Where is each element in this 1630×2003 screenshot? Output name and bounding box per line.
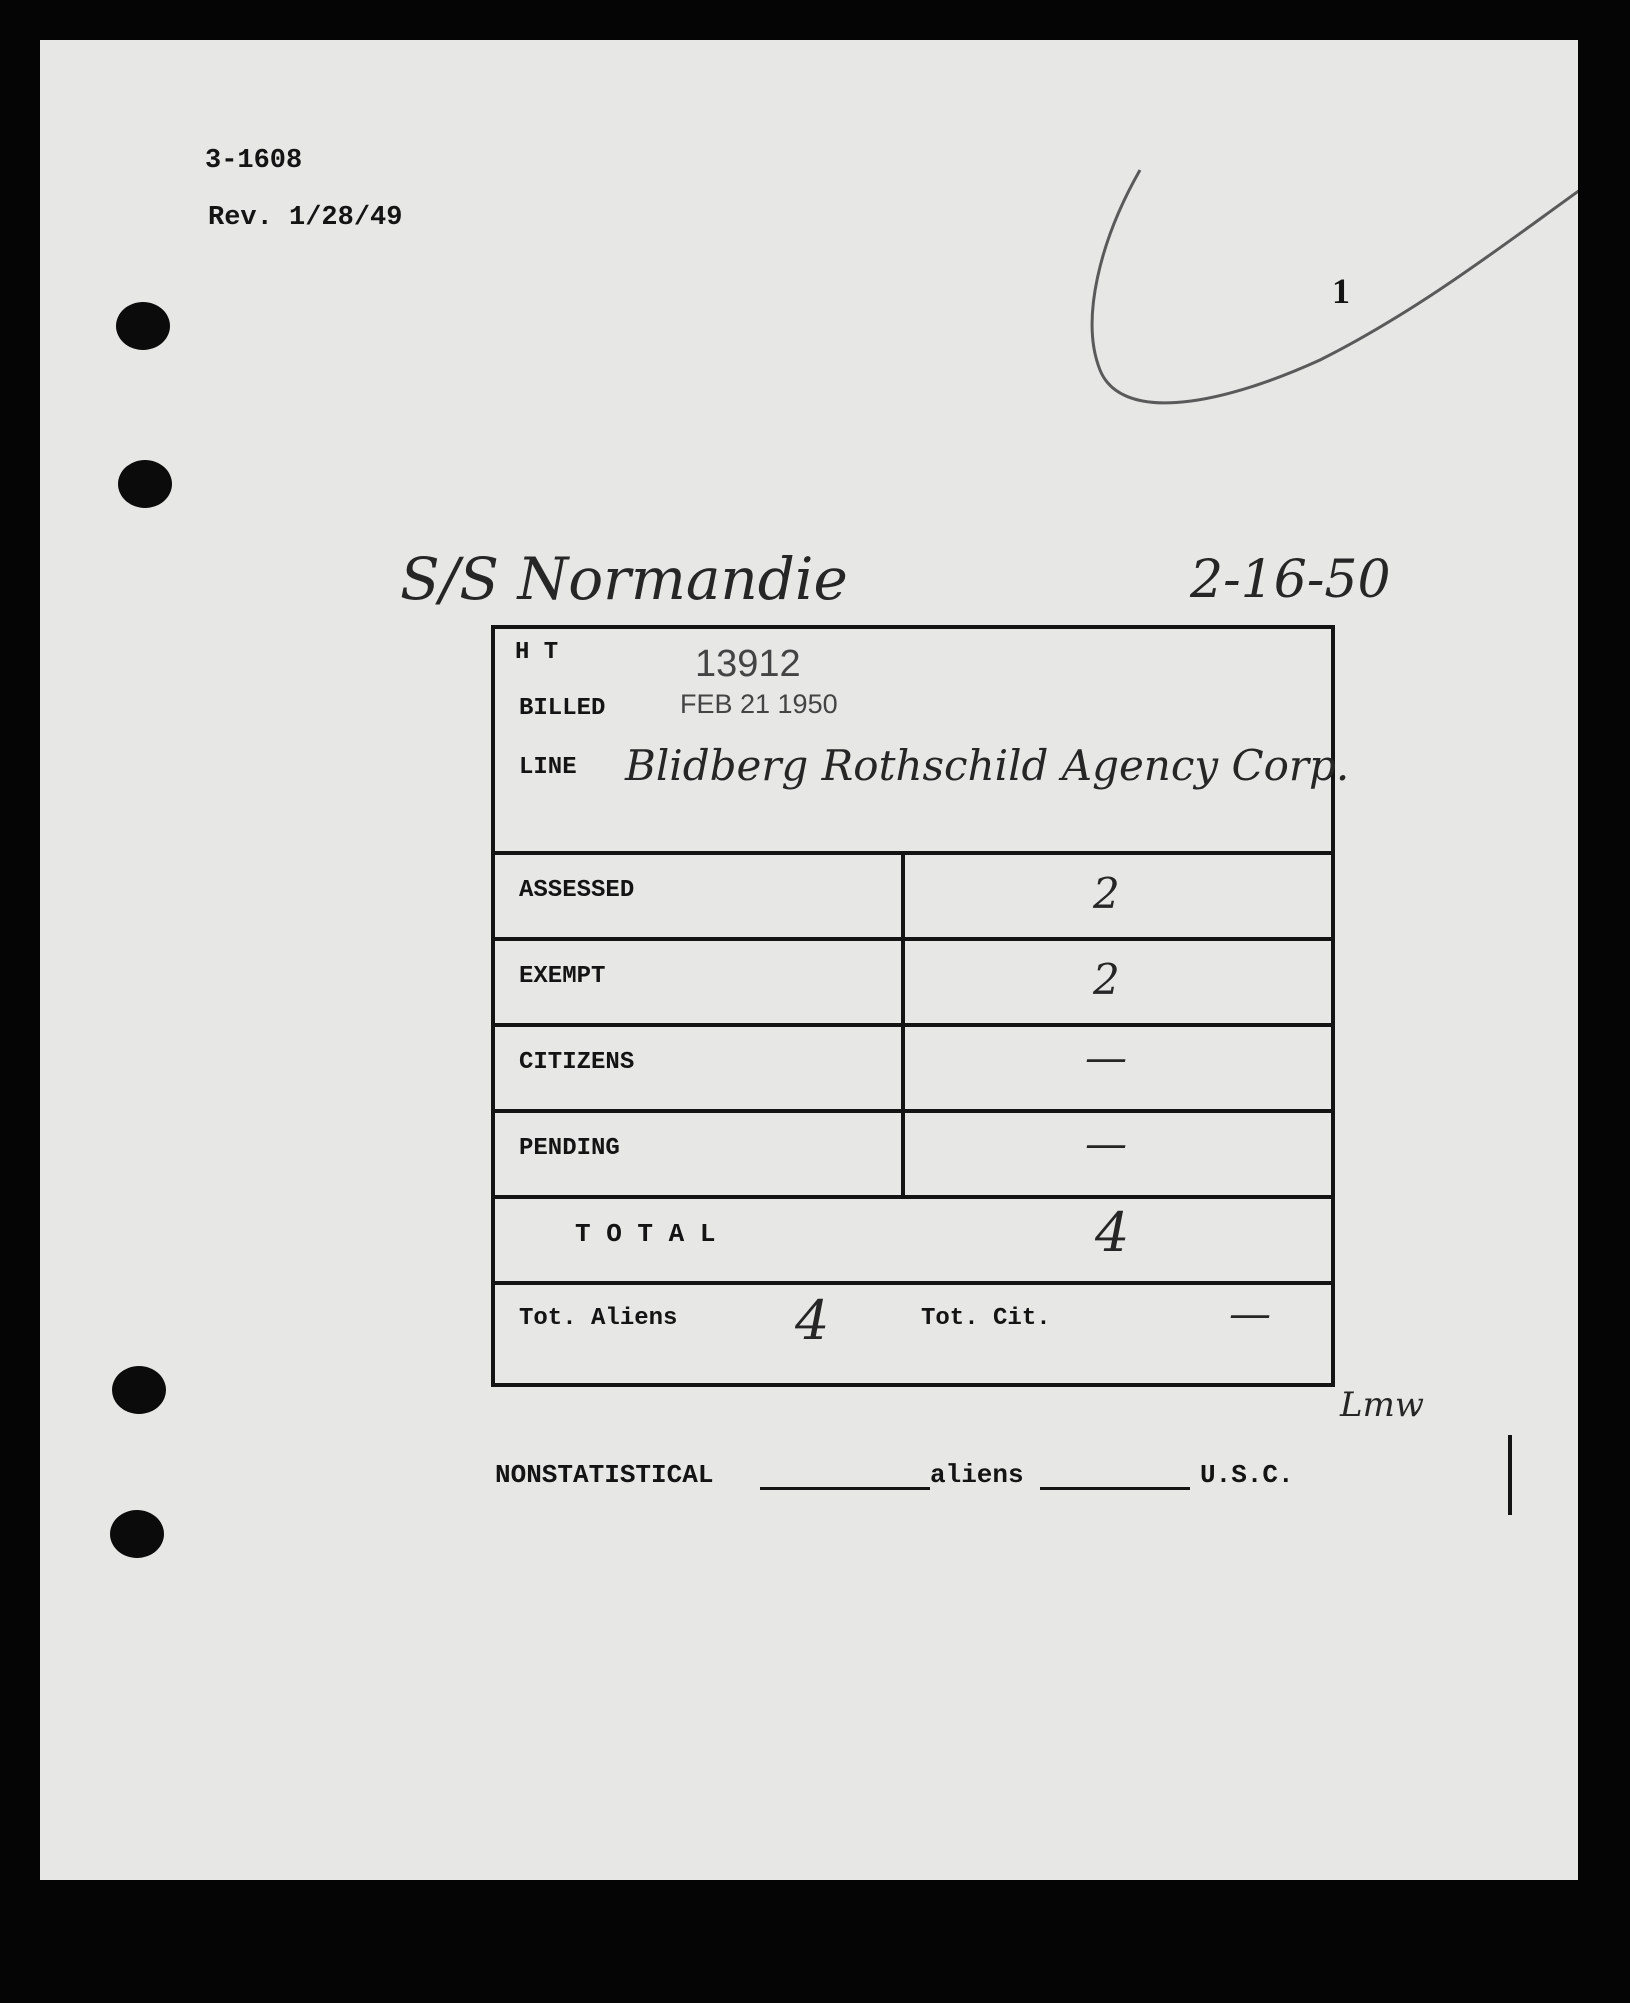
line-value: Blidberg Rothschild Agency Corp. [625, 741, 1350, 790]
table-rule [495, 1023, 1331, 1027]
nonstatistical-label: NONSTATISTICAL [495, 1460, 714, 1490]
clerk-initials: Lmw [1340, 1385, 1424, 1425]
row-label-exempt: EXEMPT [519, 963, 606, 990]
manifest-table [491, 625, 1350, 1387]
nonstatistical-usc-label: U.S.C. [1200, 1460, 1294, 1490]
table-rule [495, 1281, 1331, 1285]
pencil-check-mark [1040, 120, 1578, 480]
row-value-exempt: 2 [1093, 955, 1120, 1004]
table-rule [495, 851, 1331, 855]
row-value-pending: — [1085, 1119, 1127, 1168]
total-value: 4 [1095, 1201, 1130, 1264]
document-page [40, 40, 1578, 1880]
tot-cit-value: — [1229, 1289, 1271, 1338]
row-value-citizens: — [1085, 1033, 1127, 1082]
margin-mark [1508, 1435, 1512, 1515]
nonstatistical-aliens-label: aliens [930, 1460, 1024, 1490]
punch-hole [112, 1366, 166, 1414]
tot-cit-label: Tot. Cit. [921, 1305, 1051, 1332]
row-label-pending: PENDING [519, 1135, 620, 1162]
nonstatistical-aliens-blank [760, 1487, 930, 1490]
line-label: LINE [519, 754, 577, 781]
row-value-assessed: 2 [1093, 869, 1120, 918]
column-divider [901, 851, 905, 1195]
tot-aliens-value: 4 [795, 1289, 830, 1352]
punch-hole [110, 1510, 164, 1558]
punch-hole [116, 302, 170, 350]
table-rule [495, 1109, 1331, 1113]
ht-label: H T [515, 639, 559, 666]
nonstatistical-usc-blank [1040, 1487, 1190, 1490]
row-label-assessed: ASSESSED [519, 877, 635, 904]
ship-name: S/S Normandie [400, 545, 848, 613]
page-number: 1 [1332, 271, 1350, 311]
table-rule [495, 1195, 1331, 1199]
billed-date-stamp: FEB 21 1950 [680, 689, 838, 719]
tot-aliens-label: Tot. Aliens [519, 1305, 678, 1332]
row-label-citizens: CITIZENS [519, 1049, 635, 1076]
billed-label: BILLED [519, 695, 606, 722]
form-revision: Rev. 1/28/49 [208, 203, 403, 233]
table-rule [495, 937, 1331, 941]
ht-number: 13912 [695, 643, 801, 685]
arrival-date: 2-16-50 [1190, 550, 1391, 610]
punch-hole [118, 460, 172, 508]
form-number: 3-1608 [205, 146, 303, 176]
total-label: T O T A L [575, 1219, 716, 1249]
